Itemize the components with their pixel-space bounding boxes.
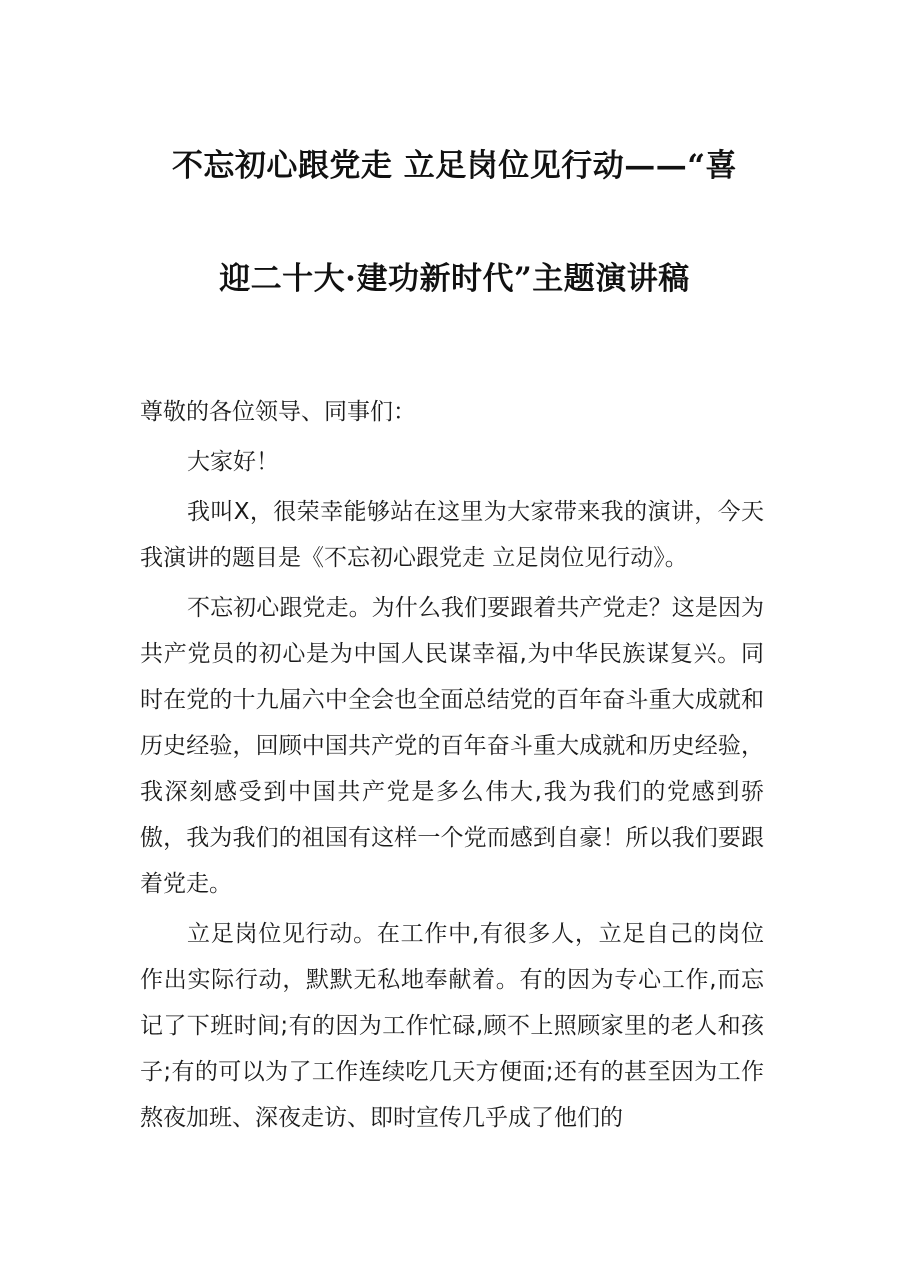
salutation: 尊敬的各位领导、同事们： [140,399,416,425]
paragraph-action-at-post: 立足岗位见行动。在工作中,有很多人，立足自己的岗位作出实际行动，默默无私地奉献着。有的因为专心工作,而忘记了下班时间;有的因为工作忙碌,顾不上照顾家里的老人和孩子;有的可以为了工作连续吃几天方便面;还有的甚至因为工作熬夜加班、深夜走访、即时宣传几乎成了他们的 [140,921,764,1131]
document-body [140,389,764,1145]
document-title-line-1: 不忘初心跟党走 立足岗位见行动——“喜 [171,148,738,184]
paragraph-introduction: 我叫X，很荣幸能够站在这里为大家带来我的演讲，今天我演讲的题目是《不忘初心跟党走 立足岗位见行动》。 [140,499,764,571]
paragraph-follow-party: 不忘初心跟党走。为什么我们要跟着共产党走？这是因为共产党员的初心是为中国人民谋幸福,为中华民族谋复兴。同时在党的十九届六中全会也全面总结党的百年奋斗重大成就和历史经验，回顾中国共产党的百年奋斗重大成就和历史经验，我深刻感受到中国共产党是多么伟大,我为我们的党感到骄傲，我为我们的祖国有这样一个党而感到自豪！所以我们要跟着党走。 [140,595,764,897]
paragraph-greeting: 大家好！ [187,449,279,475]
document-title-line-2: 迎二十大·建功新时代”主题演讲稿 [219,261,690,297]
